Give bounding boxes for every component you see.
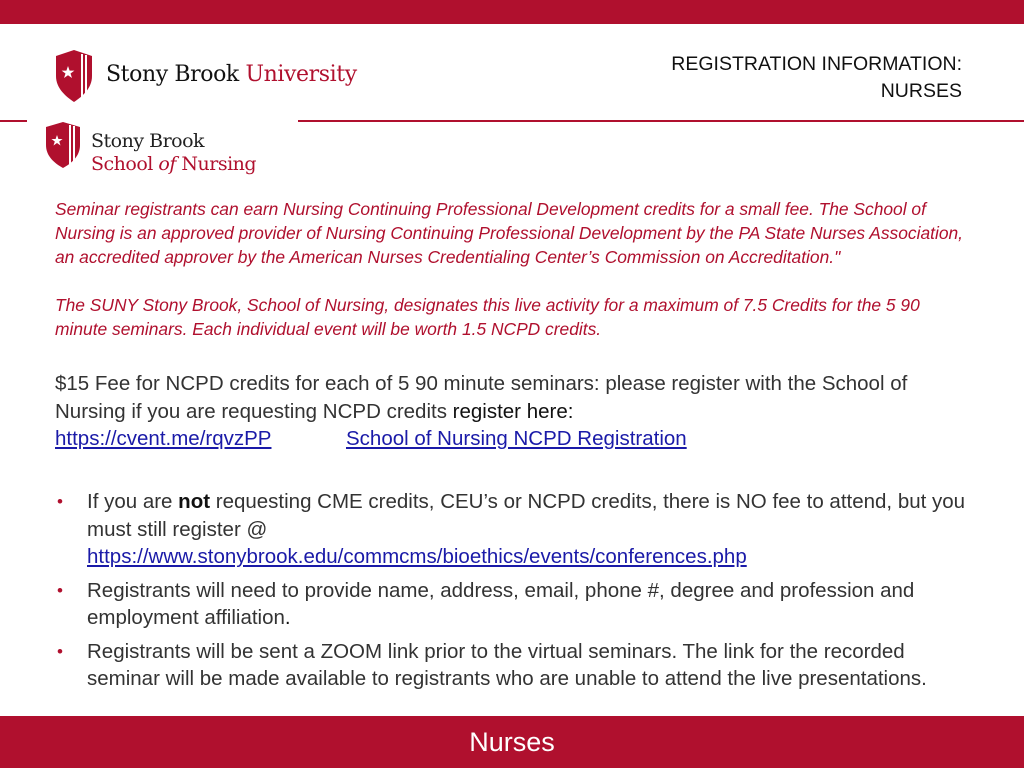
- intro-text: [55, 197, 975, 341]
- list-item: • If you are not requesting CME credits, CEU’s or NCPD credits, there is NO fee to attend, but you must still register @ https://www.stonybrook.edu/commcms/bioethics/events/conferences.php: [57, 490, 966, 568]
- footer-bar: [0, 716, 1024, 768]
- registration-links: [55, 425, 955, 453]
- page-title: [671, 51, 962, 105]
- university-shield-icon: [52, 50, 96, 102]
- nursing-logo-line2: School of Nursing: [91, 153, 257, 175]
- bullet-icon: •: [57, 641, 63, 661]
- intro-paragraph-1: Seminar registrants can earn Nursing Continuing Professional Development credits for a small fee. The School of Nursing is an approved provider of Nursing Continuing Professional Development by the PA State Nurses Association, an accredited approver by the American Nurses Credentialing Center’s Commission on Accreditation.": [55, 199, 964, 267]
- list-item: • Registrants will need to provide name, address, email, phone #, degree and profession and employment affiliation.: [57, 578, 915, 629]
- fee-text: $15 Fee for NCPD credits for each of 5 90 minute seminars: please register with the School of Nursing if you are requesting NCPD credits register here:: [55, 372, 908, 423]
- bullet-icon: •: [57, 492, 63, 511]
- register-here-label: register here:: [452, 399, 574, 423]
- page-title-line1: REGISTRATION INFORMATION:: [671, 53, 962, 75]
- divider-left: [0, 120, 27, 122]
- bullet-icon: •: [57, 580, 63, 600]
- top-bar: [0, 0, 1024, 24]
- info-bullet-list: [55, 488, 970, 693]
- intro-paragraph-2: The SUNY Stony Brook, School of Nursing, designates this live activity for a maximum of 7.5 Credits for the 5 90 minute seminars. Each individual event will be worth 1.5 NCPD credits.: [55, 295, 920, 339]
- conferences-link[interactable]: https://www.stonybrook.edu/commcms/bioethics/events/conferences.php: [87, 545, 747, 568]
- page-title-line2: NURSES: [880, 80, 962, 102]
- list-item: • Registrants will be sent a ZOOM link prior to the virtual seminars. The link for the recorded seminar will be made available to registrants who are unable to attend the live presentations.: [57, 639, 927, 690]
- fee-info: [55, 370, 955, 453]
- nursing-logo: [43, 122, 303, 178]
- cvent-link[interactable]: https://cvent.me/rqvzPP: [55, 427, 272, 450]
- ncpd-registration-link[interactable]: School of Nursing NCPD Registration: [346, 427, 687, 450]
- nursing-logo-line1: Stony Brook: [91, 130, 205, 152]
- university-logo: [52, 50, 372, 102]
- divider-right: [298, 120, 1024, 122]
- university-name: Stony Brook University: [106, 62, 357, 87]
- footer-label: Nurses: [469, 726, 555, 757]
- nursing-shield-icon: [43, 122, 83, 168]
